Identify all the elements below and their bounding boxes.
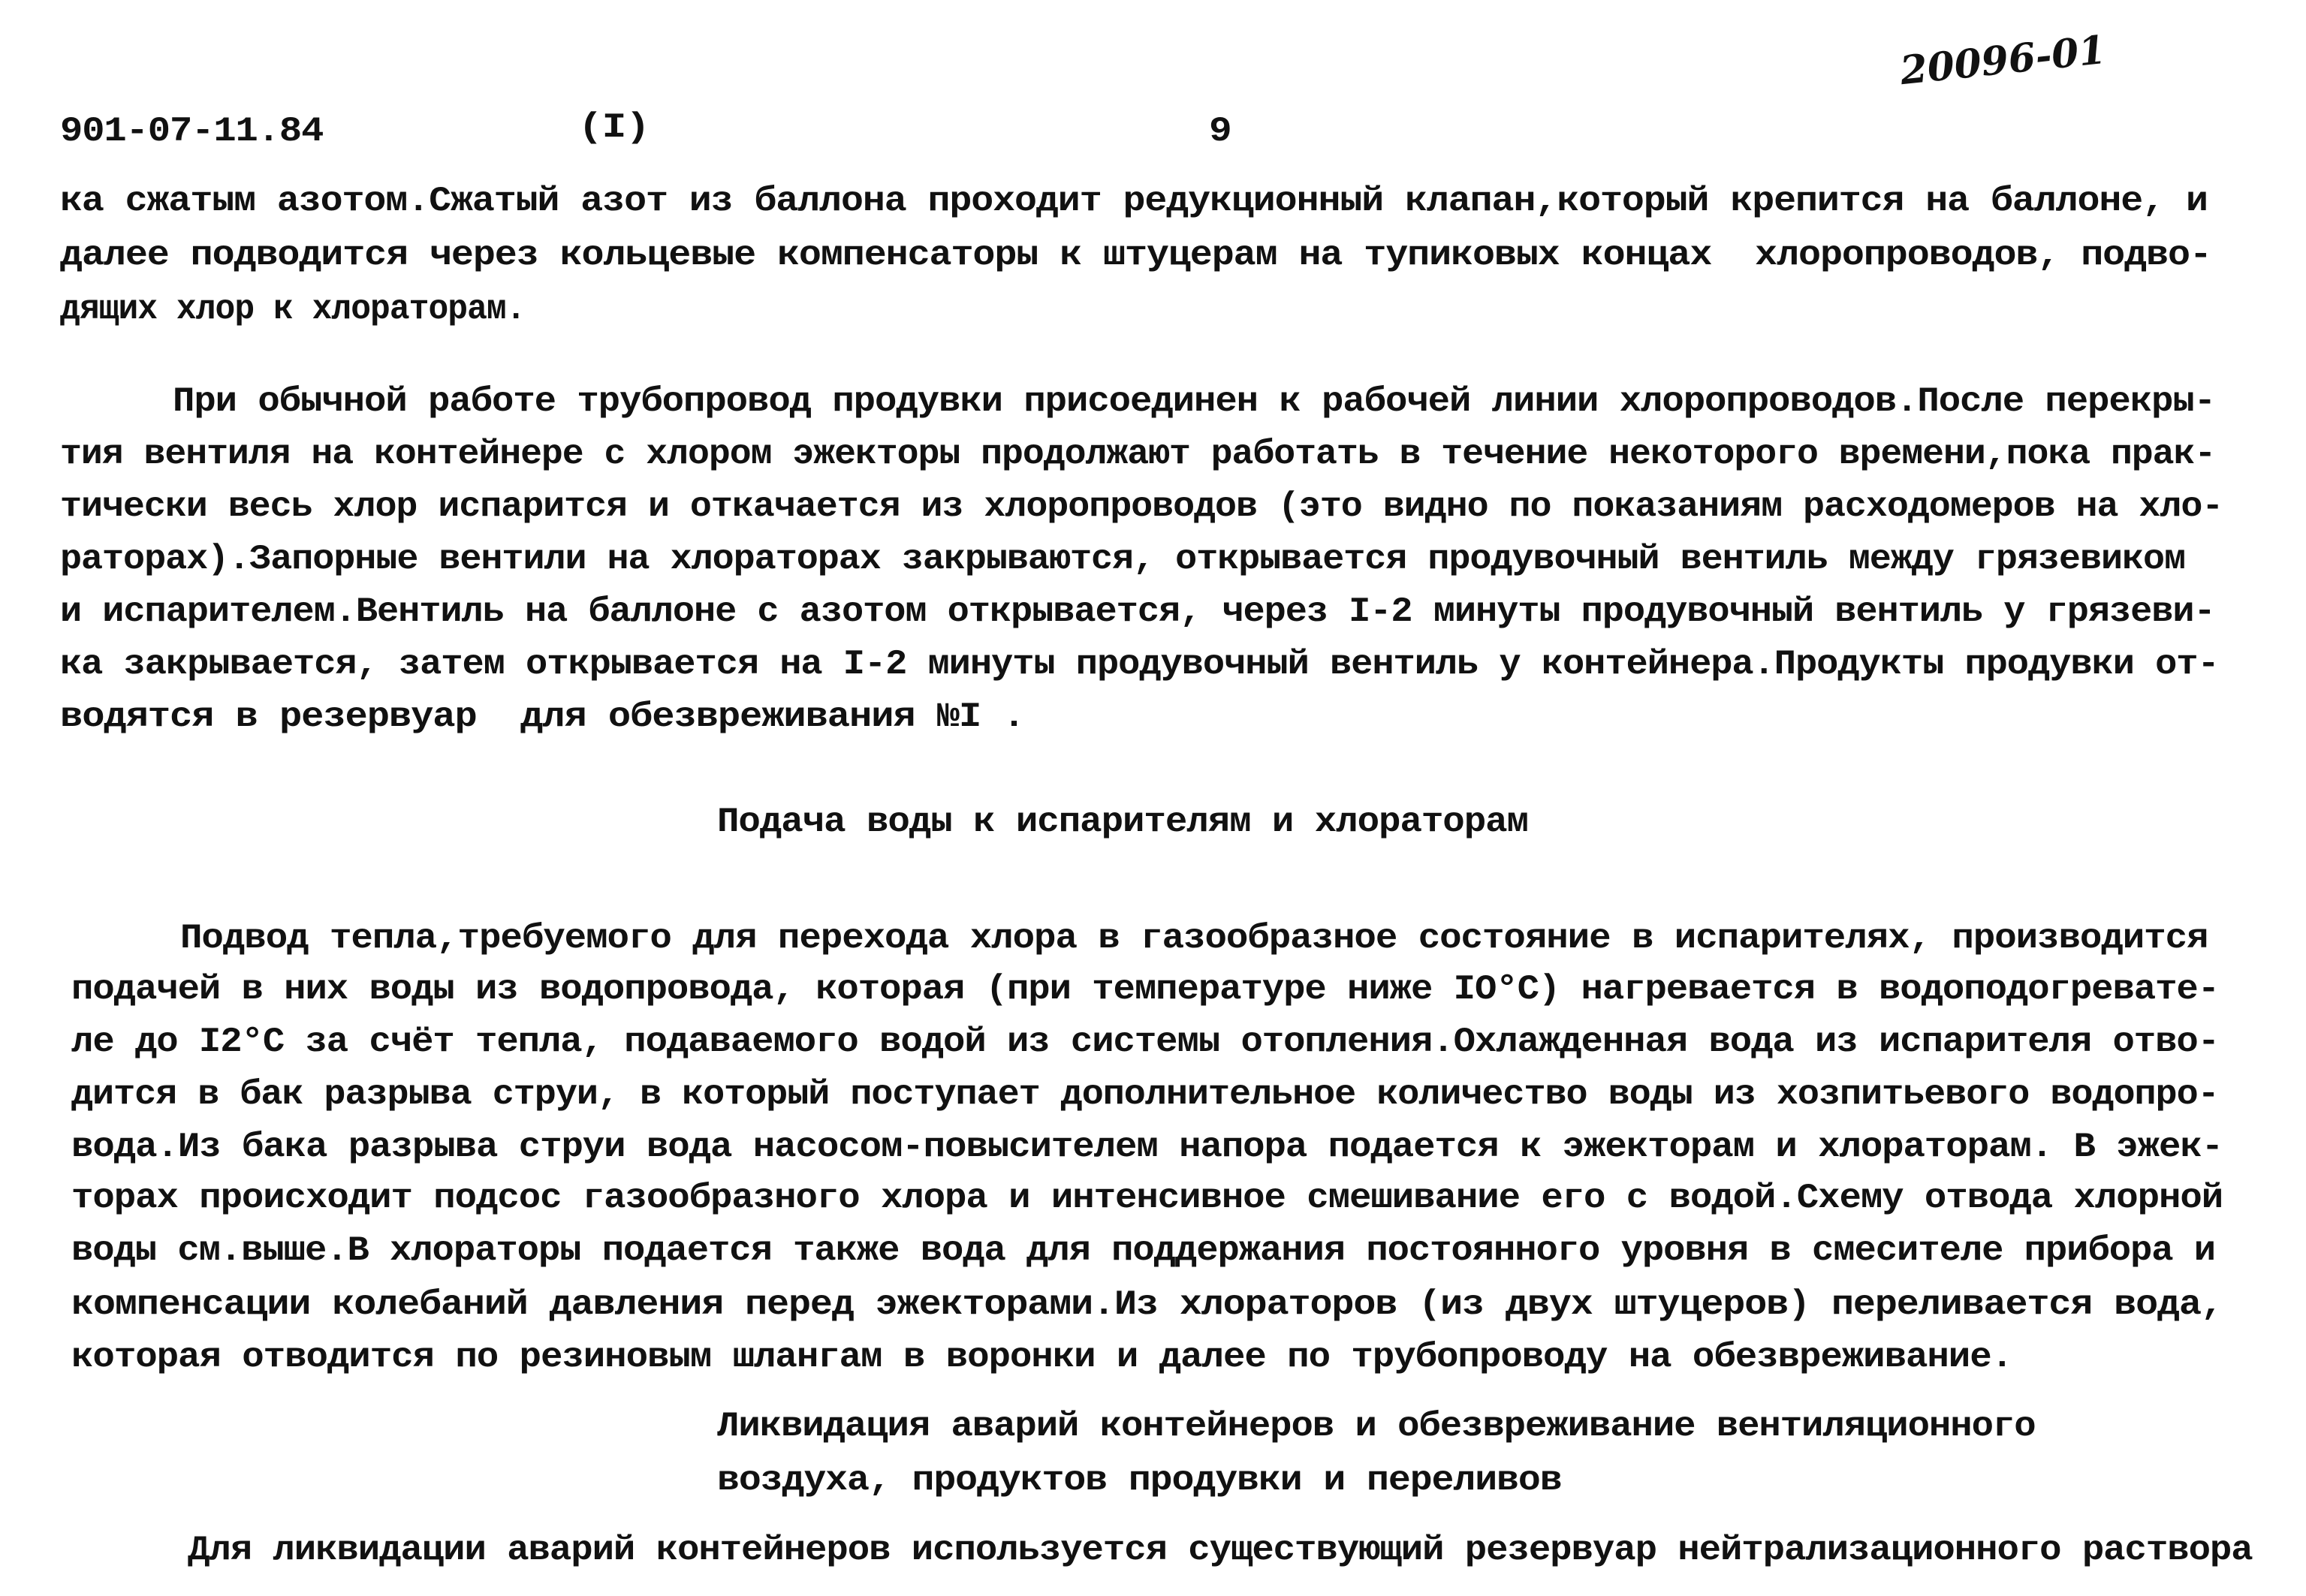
paragraph3-line: ле до I2°C за счёт тепла, подаваемого водой из системы отопления.Охлажденная вода из испарителя отво-	[71, 1022, 2220, 1061]
paragraph3-line: дится в бак разрыва струи, в который поступает дополнительное количество воды из хозпитьевого водопро-	[71, 1075, 2219, 1114]
paragraph2-line: При обычной работе трубопровод продувки присоединен к рабочей линии хлоропроводов.После перекры-	[173, 382, 2216, 421]
paragraph3-line: которая отводится по резиновым шлангам в воронки и далее по трубопроводу на обезвреживание.	[71, 1338, 2013, 1377]
volume-number: (I)	[578, 108, 650, 147]
handwritten-archive-number: 20096-01	[1898, 26, 2109, 95]
paragraph2-line: тически весь хлор испарится и откачается из хлоропроводов (это видно по показаниям расходомеров на хло-	[60, 487, 2223, 526]
paragraph3-line: воды см.выше.В хлораторы подается также вода для поддержания постоянного уровня в смесителе прибора и	[71, 1231, 2216, 1270]
paragraph1-line: далее подводится через кольцевые компенсаторы к штуцерам на тупиковых концах хлоропроводов, подво-	[60, 236, 2211, 275]
paragraph2-line: тия вентиля на контейнере с хлором эжекторы продолжают работать в течение некоторого времени,пока прак-	[60, 435, 2216, 474]
section-heading: Подача воды к испарителям и хлораторам	[717, 803, 1528, 842]
paragraph3-line: компенсации колебаний давления перед эжекторами.Из хлораторов (из двух штуцеров) переливается вода,	[71, 1285, 2223, 1324]
paragraph3-line: Подвод тепла,требуемого для перехода хлора в газообразное состояние в испарителях, производится	[180, 919, 2208, 958]
paragraph3-line: торах происходит подсос газообразного хлора и интенсивное смешивание его с водой.Схему отвода хлорной	[71, 1179, 2223, 1218]
paragraph1-line: ка сжатым азотом.Сжатый азот из баллона проходит редукционный клапан,который крепится на баллоне, и	[60, 182, 2208, 221]
paragraph1-line: дящих хлор к хлораторам.	[60, 290, 526, 329]
paragraph3-line: вода.Из бака разрыва струи вода насосом-повысителем напора подается к эжекторам и хлораторам. В эжек-	[71, 1128, 2223, 1167]
section-heading-line: Ликвидация аварий контейнеров и обезвреживание вентиляционного	[717, 1407, 2036, 1446]
paragraph2-line: водятся в резервуар для обезвреживания №I .	[60, 697, 1025, 736]
page-number: 9	[1209, 112, 1231, 151]
paragraph2-line: ка закрывается, затем открывается на I-2 минуты продувочный вентиль у контейнера.Продукты продувки от-	[60, 645, 2219, 684]
paragraph4-line: Для ликвидации аварий контейнеров используется существующий резервуар нейтрализационного раствора	[188, 1531, 2253, 1570]
paragraph3-line: подачей в них воды из водопровода, которая (при температуре ниже IO°C) нагревается в водоподогревате-	[71, 970, 2220, 1009]
paragraph2-line: и испарителем.Вентиль на баллоне с азотом открывается, через I-2 минуты продувочный вентиль у грязеви-	[60, 592, 2215, 631]
paragraph2-line: раторах).Запорные вентили на хлораторах закрываются, открывается продувочный вентиль между грязевиком	[60, 540, 2186, 579]
doc-code: 901-07-11.84	[60, 112, 324, 151]
section-heading-line: воздуха, продуктов продувки и переливов	[717, 1461, 1562, 1500]
